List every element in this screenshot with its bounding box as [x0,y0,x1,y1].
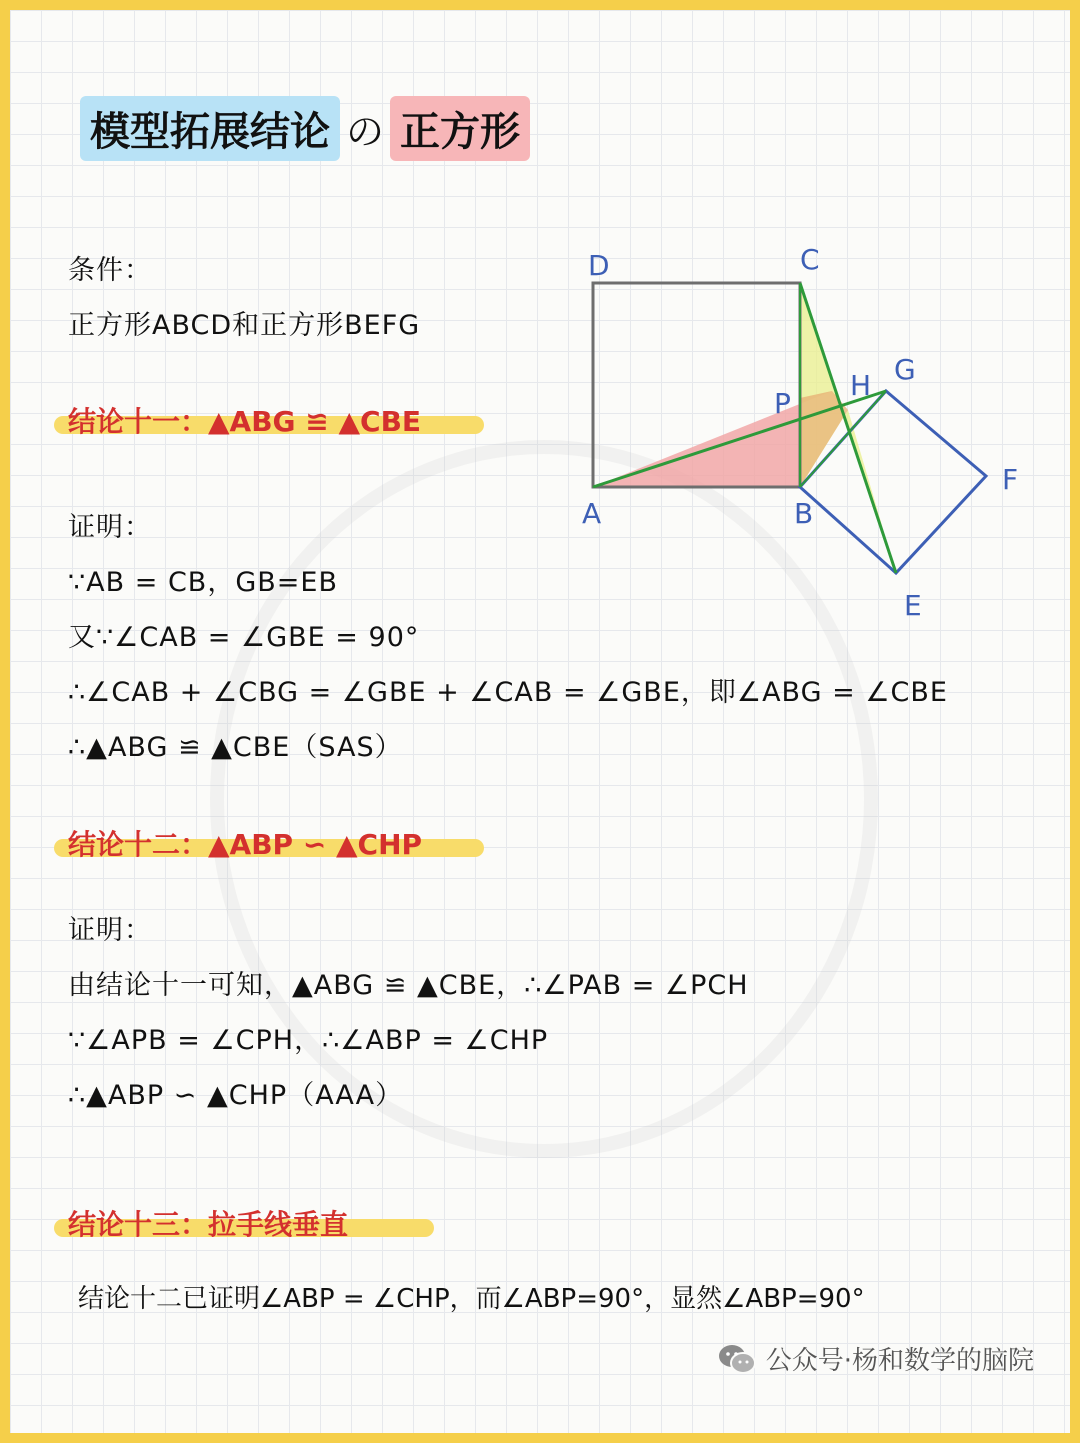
conclusion13-heading: 结论十三：拉手线垂直 [54,1203,348,1237]
page-title [80,98,530,158]
label-c: C [800,243,820,276]
label-h: H [850,369,872,402]
label-e: E [904,589,922,622]
proof11-line: 又∵∠CAB = ∠GBE = 90° [68,622,420,653]
condition-label: 条件： [68,255,152,286]
proof12-line: ∴▲ABP ∽ ▲CHP（AAA） [68,1080,404,1111]
proof12-line: 由结论十一可知，▲ABG ≌ ▲CBE，∴∠PAB = ∠PCH [68,970,749,1001]
conclusion13-line: 结论十二已证明∠ABP = ∠CHP，而∠ABP=90°，显然∠ABP=90° [78,1284,865,1314]
condition-text: 正方形ABCD和正方形BEFG [68,310,421,341]
proof11-line: ∴∠CAB + ∠CBG = ∠GBE + ∠CAB = ∠GBE，即∠ABG = ∠CBE [68,677,948,708]
label-g: G [894,353,916,386]
note-page [10,10,1070,1433]
proof11-line: ∵AB = CB，GB=EB [68,567,338,598]
title-connector: の [346,109,385,154]
footer-attribution [718,1340,1034,1377]
wechat-icon [718,1343,756,1375]
label-d: D [588,249,610,282]
title-part2: 正方形 [390,96,530,161]
label-p: P [774,387,791,420]
label-b: B [794,497,814,530]
geometry-diagram [560,235,1040,625]
proof11-line: ∴▲ABG ≌ ▲CBE（SAS） [68,732,403,763]
proof11-label: 证明： [68,512,152,543]
label-a: A [582,497,602,530]
conclusion11-heading: 结论十一：▲ABG ≌ ▲CBE [54,400,421,434]
label-f: F [1002,463,1019,496]
proof12-line: ∵∠APB = ∠CPH，∴∠ABP = ∠CHP [68,1025,549,1056]
title-part1: 模型拓展结论 [80,96,340,161]
conclusion12-heading: 结论十二：▲ABP ∽ ▲CHP [54,823,422,857]
triangle-abg-fill [593,391,832,487]
footer-text: 公众号·杨和数学的脑院 [765,1346,1034,1376]
proof12-label: 证明： [68,915,152,946]
